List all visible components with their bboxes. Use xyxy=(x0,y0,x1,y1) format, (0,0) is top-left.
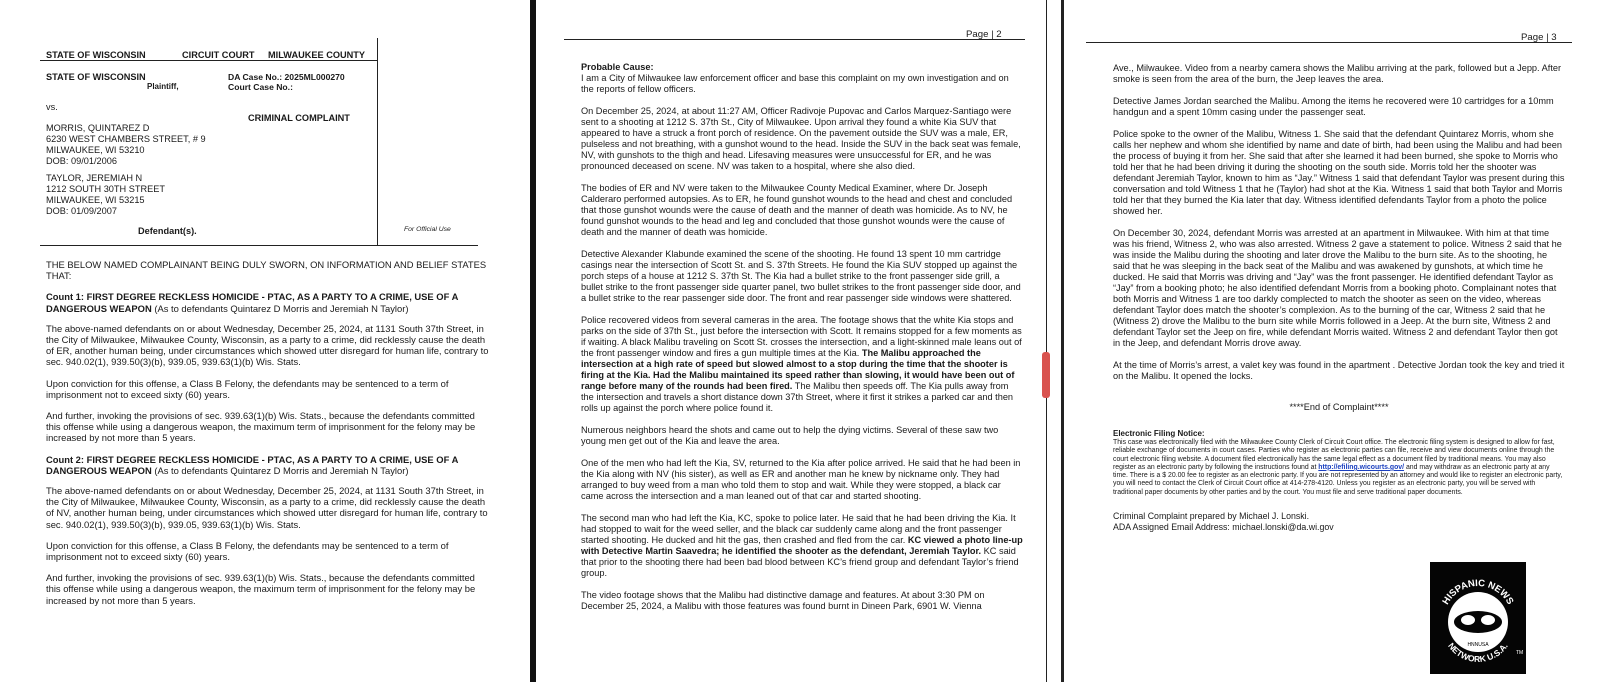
logo-text-top: HISPANIC NEWS xyxy=(1440,577,1516,607)
document-title: CRIMINAL COMPLAINT xyxy=(248,113,350,123)
efiling-notice-text: This case was electronically filed with the Milwaukee County Clerk of Circuit Court office. The electronic filing system is designed to allow for fast, reliable exchange of documents in court cases. Parties who register as electronic parties can file, receive and view documents online through the court electronic filing website. A document filed electronically has the same legal effect as a document filed by traditional means. You may also register as an electronic party by following the instructions found at xyxy=(1113,439,1555,471)
probable-cause-paragraph xyxy=(581,62,1023,95)
complaint-body xyxy=(46,259,490,616)
narrative-paragraph: At the time of Morris’s arrest, a valet key was found in the apartment . Detective Jordan took the key and tried it on the Malibu. It opened the locks. xyxy=(1113,360,1565,381)
defendant-address: 1212 SOUTH 30TH STREET xyxy=(46,184,165,194)
logo-text-middle: HNNUSA xyxy=(1467,642,1489,648)
logo-graphic xyxy=(1430,562,1526,674)
caption-vertical-rule xyxy=(377,38,378,246)
logo-eye-left xyxy=(1461,615,1475,625)
narrative-paragraph: The video footage shows that the Malibu had distinctive damage and features. At about 3:30 PM on December 25, 2024, a Malibu with those features was found burnt in Dineen Park, 6901 W. Vienna xyxy=(581,590,985,611)
end-of-complaint: ****End of Complaint**** xyxy=(1289,402,1389,412)
efiling-notice-body xyxy=(1113,439,1565,497)
count-parties: (As to defendants Quintarez D Morris and Jeremiah N Taylor) xyxy=(151,464,409,476)
plaintiff-label: Plaintiff, xyxy=(147,82,179,91)
count-enhancer: And further, invoking the provisions of sec. 939.63(1)(b) Wis. Stats., because the defendants committed this offense while using a dangerous weapon, the maximum term of imprisonment for the felony may be increased by not more than 5 years. xyxy=(46,572,476,606)
defendant-city: MILWAUKEE, WI 53210 xyxy=(46,145,145,155)
narrative-text: KC said that prior to the shooting there had been bad blood between KC’s friend group and defendant Taylor’s friend group. xyxy=(581,546,1019,578)
narrative-paragraph: On December 30, 2024, defendant Morris was arrested at an apartment in Milwaukee. With him at that time was his friend, Witness 2, who was also arrested. Witness 2 gave a statement to police. Witness 2 said that he was inside the Malibu during the shooting and later drove the Malibu to the burn site. As to the shooting, he said that he was sleeping in the back seat of the Malibu and was awakened by gunshots, at which time he ducked. He said that Morris was driving and “Jay” was the front passenger. He identified defendant Taylor as “Jay” from a booking photo; he also identified defendant Morris from a booking photo. Complainant notes that both Morris and Witness 1 are too darkly complected to match the shooter as seen on the video, whereas defendant Taylor does match the shooter’s complexion. As to the burning of the car, Witness 2 said that he (Witness 2) drove the Malibu to the burn site while Morris followed in a Jeep. At the burn site, Witness 2 and defendant Taylor set the Jeep on fire, while defendant Morris waited. Witness 2 and defendant Taylor then got in the Jeep, and defendant Morris drove away. xyxy=(1113,228,1562,348)
narrative-emphasis: The Malibu approached the intersection at a high rate of speed but slowed almost to a stop during the time that the shooter is firing at the Kia. Had the Malibu maintained its speed rather than slowing, it would have been out of range before many of the rounds had been fired. xyxy=(581,348,1015,391)
narrative-continued xyxy=(1113,63,1565,533)
hispanic-news-network-logo xyxy=(1430,562,1526,674)
defendant-address: 6230 WEST CHAMBERS STREET, # 9 xyxy=(46,134,206,144)
narrative-paragraph: Detective James Jordan searched the Malibu. Among the items he recovered were 10 cartridges for a 10mm handgun and a spent 10mm casing under the passenger seat. xyxy=(1113,96,1554,117)
count-body: The above-named defendants on or about Wednesday, December 25, 2024, at 1131 South 37th Street, in the City of Milwaukee, Milwaukee County, Wisconsin, as a party to a crime, did recklessly cause the death of ER, another human being, under circumstances which showed utter disregard for human life, contrary to sec. 940.02(1), 939.50(3)(b), 939.05, 939.63(1)(b) Wis. Stats. xyxy=(46,322,489,368)
caption-bottom-rule xyxy=(40,245,478,246)
count-body: The above-named defendants on or about Wednesday, December 25, 2024, at 1131 South 37th Street, in the City of Milwaukee, Milwaukee County, Wisconsin, as a party to a crime, did recklessly cause the death of NV, another human being, under circumstances which showed utter disregard for human life, contrary to sec. 940.02(1), 939.50(3)(b), 939.05, 939.63(1)(b) Wis. Stats. xyxy=(46,485,488,530)
defendant-dob: DOB: 01/09/2007 xyxy=(46,206,117,216)
narrative-paragraph xyxy=(581,315,1023,414)
court-case-number: Court Case No.: xyxy=(228,82,293,92)
count-title: Count 2: FIRST DEGREE RECKLESS HOMICIDE - PTAC, AS A PARTY TO A CRIME, USE OF A DANGEROUS WEAPON xyxy=(46,453,458,476)
narrative-paragraph: One of the men who had left the Kia, SV, returned to the Kia after police arrived. He said that he had been in the Kia along with NV (his sister), as well as ER and another man he knew by nickname only. They had arranged to buy weed from a man who told them to stop and wait. While they were stopped, a black car came across the intersection and a man leaned out of that car and started shooting. xyxy=(581,458,1021,501)
narrative-paragraph: On December 25, 2024, at about 11:27 AM, Officer Radivoje Pupovac and Carlos Marquez-Santiago were sent to a shooting at 1212 S. 37th St., City of Milwaukee. Upon arrival they found a white Kia SUV that appeared to have a struck a front porch of residence. On the pavement outside the SUV was a male, ER, pulseless and not breathing, with a gunshot wound to the head. Inside the SUV in the back seat was female, NV, with gunshots to the thigh and head. Lifesaving measures were unsuccessful for ER, and he was pronounced deceased on scene. NV was taken to a hospital, where she also died. xyxy=(581,106,1021,171)
da-case-number: DA Case No.: 2025ML000270 xyxy=(228,72,345,82)
page-header-rule xyxy=(1086,42,1572,43)
defendant-name: MORRIS, QUINTAREZ D xyxy=(46,123,150,133)
narrative-emphasis: KC viewed a photo line-up with Detective Martin Saavedra; he identified the shooter as the defendant, Jeremiah Taylor. xyxy=(581,535,1023,556)
defendants-label: Defendant(s). xyxy=(138,226,197,236)
court-name: CIRCUIT COURT xyxy=(182,50,255,60)
efiling-notice-title: Electronic Filing Notice: xyxy=(1113,429,1205,438)
logo-text-bottom: NETWORK U.S.A. xyxy=(1446,640,1510,665)
count-penalty: Upon conviction for this offense, a Class B Felony, the defendants may be sentenced to a term of imprisonment not to exceed sixty (60) years. xyxy=(46,377,449,400)
count-heading xyxy=(46,291,490,313)
narrative-paragraph: Ave., Milwaukee. Video from a nearby camera shows the Malibu arriving at the park, followed but a Jepp. After smoke is seen from the area of the burn, the Jeep leaves the area. xyxy=(1113,63,1562,84)
probable-cause-text: I am a City of Milwaukee law enforcement officer and base this complaint on my own investigation and on the reports of fellow officers. xyxy=(581,73,1009,94)
page-number-label: Page | 3 xyxy=(1521,32,1557,43)
page-header-rule xyxy=(564,39,1025,40)
logo-eye-right xyxy=(1481,615,1495,625)
narrative-text: The second man who had left the Kia, KC, spoke to police later. He said that he had been driving the Kia. It had stopped to wait for the weed seller, and the black car suddenly came along and the front passenger started shooting. He ducked and hit the gas, then crashed and fled from the car. xyxy=(581,513,1016,545)
defendant-city: MILWAUKEE, WI 53215 xyxy=(46,195,145,205)
scrollbar-thumb[interactable] xyxy=(1042,352,1050,398)
count-title: Count 1: FIRST DEGREE RECKLESS HOMICIDE - PTAC, AS A PARTY TO A CRIME, USE OF A DANGEROUS WEAPON xyxy=(46,291,458,314)
court-county: MILWAUKEE COUNTY xyxy=(268,50,365,60)
efiling-link[interactable]: http://efiling.wicourts.gov/ xyxy=(1318,463,1405,471)
defendant-block xyxy=(46,173,165,217)
court-state: STATE OF WISCONSIN xyxy=(46,50,146,60)
count-enhancer: And further, invoking the provisions of sec. 939.63(1)(b) Wis. Stats., because the defendants committed this offense while using a dangerous weapon, the maximum term of imprisonment for the felony may be increased by not more than 5 years. xyxy=(46,410,476,444)
narrative-paragraph: The bodies of ER and NV were taken to the Milwaukee County Medical Examiner, where Dr. Joseph Calderaro performed autopsies. As to ER, he found gunshot wounds to the head and chest and concluded that those gunshot wounds were the cause of death and the manner of death was homicide. As to NV, he found gunshot wounds to the head and leg and concluded that those gunshot wounds were the cause of death and the manner of death was homicide. xyxy=(581,183,1013,237)
document-page-1 xyxy=(0,0,530,682)
count-parties: (As to defendants Quintarez D Morris and Jeremiah N Taylor) xyxy=(151,302,409,314)
narrative-paragraph: Police spoke to the owner of the Malibu, Witness 1. She said that the defendant Quintarez Morris, whom she calls her nephew and whom she identified by name and date of birth, had been using the Malibu and had been the process of buying it from her. She said that after she learned it had been burned, she spoke to Morris who told her that he had been driving it during the shooting on the south side. Morris told her the shooter was defendant Jeremiah Taylor, known to him as “Jay.” Witness 1 said that defendant Taylor was present during this conversation and told Witness 1 that he (Taylor) had shot at the Kia. Witness 1 said that both Taylor and Morris told her that they burned the Kia later that day. Witness identified defendants Taylor from a photo the police showed her. xyxy=(1113,129,1565,216)
probable-cause-section xyxy=(581,62,1023,623)
page-number-label: Page | 2 xyxy=(966,29,1002,40)
probable-cause-label: Probable Cause: xyxy=(581,62,654,72)
narrative-paragraph xyxy=(581,513,1023,579)
defendant-dob: DOB: 09/01/2006 xyxy=(46,156,117,166)
plaintiff-name: STATE OF WISCONSIN xyxy=(46,72,146,82)
defendant-name: TAYLOR, JEREMIAH N xyxy=(46,173,143,183)
narrative-text: Police recovered videos from several cameras in the area. The footage shows that the white Kia stops and parks on the side of 37th St., just before the intersection with Scott. It remains stopped for a few moments as if waiting. A black Malibu traveling on Scott St. crosses the intersection, and a light-skinned male leans out of the front passenger window and fires a gun multiple times at the Kia. xyxy=(581,315,1022,358)
count-penalty: Upon conviction for this offense, a Class B Felony, the defendants may be sentenced to a term of imprisonment not to exceed sixty (60) years. xyxy=(46,539,449,563)
versus-label: vs. xyxy=(46,102,58,112)
count-heading xyxy=(46,454,490,476)
logo-mask xyxy=(1454,611,1502,633)
official-use-label: For Official Use xyxy=(404,226,451,233)
narrative-text: The Malibu then speeds off. The Kia pulls away from the intersection and travels a short distance down 37th Street, where it first it strikes a parked car and then rolls up against the porch where police found it. xyxy=(581,381,1014,413)
prepared-by: Criminal Complaint prepared by Michael J. Lonski. xyxy=(1113,511,1310,522)
defendant-block xyxy=(46,123,206,167)
sworn-intro: THE BELOW NAMED COMPLAINANT BEING DULY SWORN, ON INFORMATION AND BELIEF STATES THAT: xyxy=(46,259,487,282)
ada-email: ADA Assigned Email Address: michael.lonski@da.wi.gov xyxy=(1113,522,1334,533)
efiling-notice-text: and may withdraw as an electronic party at any time. There is a $ 20.00 fee to register as an electronic party. If you are not represented by an attorney and would like to register an electronic party, you will need to contact the Clerk of Circuit Court office at 414-278-4120. Unless you register as an electronic party, you will be served with traditional paper documents by other parties and by the court. You must file and serve traditional paper documents. xyxy=(1113,463,1563,496)
narrative-paragraph: Detective Alexander Klabunde examined the scene of the shooting. He found 13 spent 10 mm cartridge casings near the intersection of Scott St. and S. 37th Streets. He found the Kia SUV stopped up against the porch steps of a house at 1212 S. 37th St. The Kia had a bullet strike to the front passenger side grill, a bullet strike to the front passenger side quarter panel, two bullet strikes to the front passenger side door, and a bullet strike to the rear passenger side door. The front and rear passenger side windows were shattered. xyxy=(581,249,1021,303)
page-separator xyxy=(1046,0,1064,682)
logo-trademark: TM xyxy=(1516,650,1524,656)
narrative-paragraph: Numerous neighbors heard the shots and came out to help the dying victims. Several of these saw two young men get out of the Kia and leave the area. xyxy=(581,425,999,446)
